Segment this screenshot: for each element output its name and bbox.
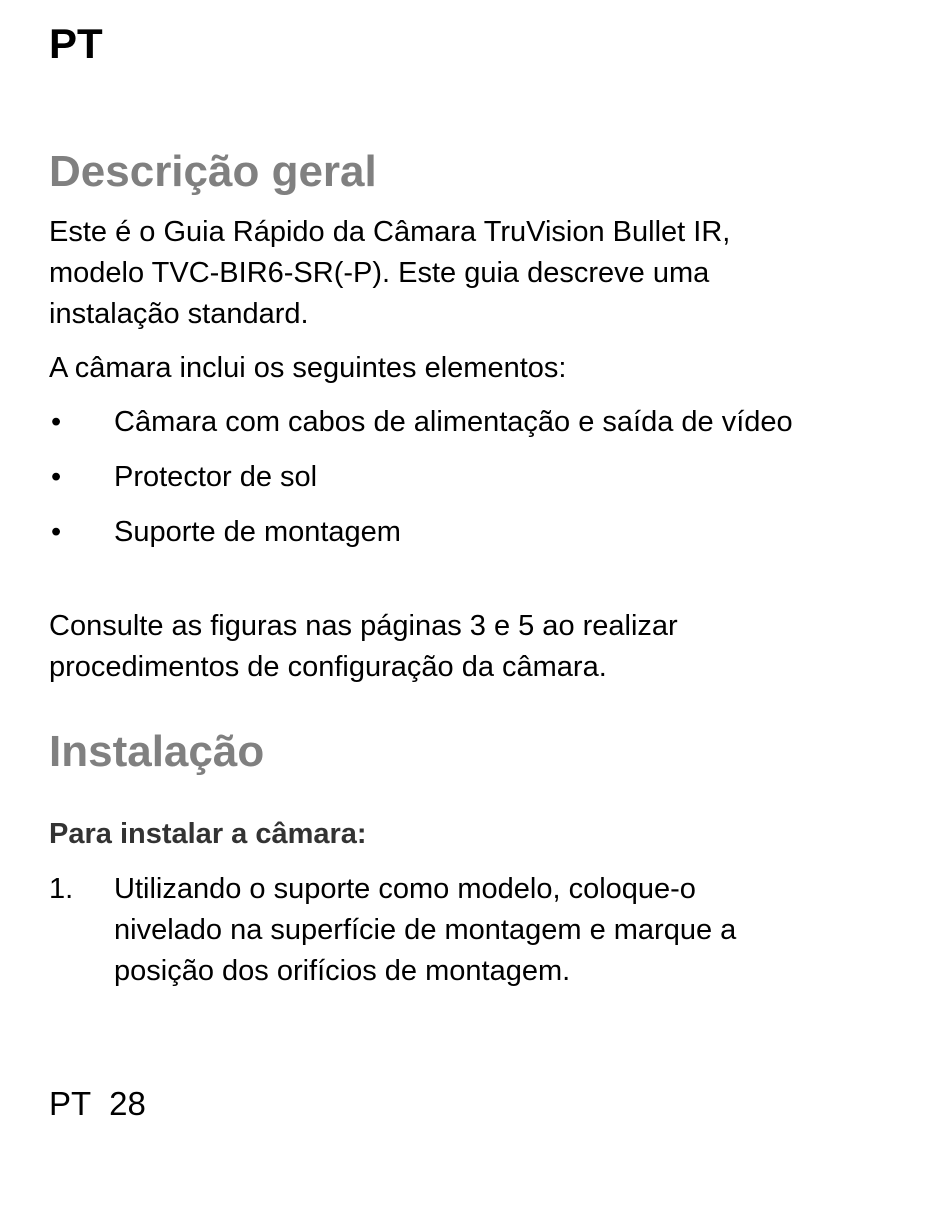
section-title-overview: Descrição geral xyxy=(49,147,377,196)
bullet-icon: • xyxy=(51,461,62,493)
list-item-text: Protector de sol xyxy=(114,461,318,493)
includes-intro-paragraph: A câmara inclui os seguintes elementos: xyxy=(49,352,567,384)
step-item xyxy=(49,869,809,992)
list-item xyxy=(49,457,809,498)
page-footer xyxy=(49,1084,146,1124)
list-item xyxy=(49,512,809,553)
procedure-heading: Para instalar a câmara: xyxy=(49,818,367,850)
footer-lang: PT xyxy=(49,1085,92,1122)
figures-note-paragraph: Consulte as figuras nas páginas 3 e 5 ao realizar procedimentos de configuração da câmara. xyxy=(49,610,678,683)
installation-steps-list xyxy=(49,869,809,992)
intro-paragraph: Este é o Guia Rápido da Câmara TruVision Bullet IR, modelo TVC-BIR6-SR(-P). Este guia descreve uma instalação standard. xyxy=(49,216,731,330)
bullet-icon: • xyxy=(51,516,62,548)
step-number: 1. xyxy=(49,873,74,905)
language-tag: PT xyxy=(49,20,103,67)
section-title-installation: Instalação xyxy=(49,727,265,776)
step-text: Utilizando o suporte como modelo, coloque-o nivelado na superfície de montagem e marque a posição dos orifícios de montagem. xyxy=(114,873,737,987)
list-item-text: Suporte de montagem xyxy=(114,516,401,548)
list-item xyxy=(49,402,809,443)
included-items-list xyxy=(49,402,809,567)
list-item-text: Câmara com cabos de alimentação e saída de vídeo xyxy=(114,406,793,438)
bullet-icon: • xyxy=(51,406,62,438)
page-number: 28 xyxy=(109,1085,146,1122)
